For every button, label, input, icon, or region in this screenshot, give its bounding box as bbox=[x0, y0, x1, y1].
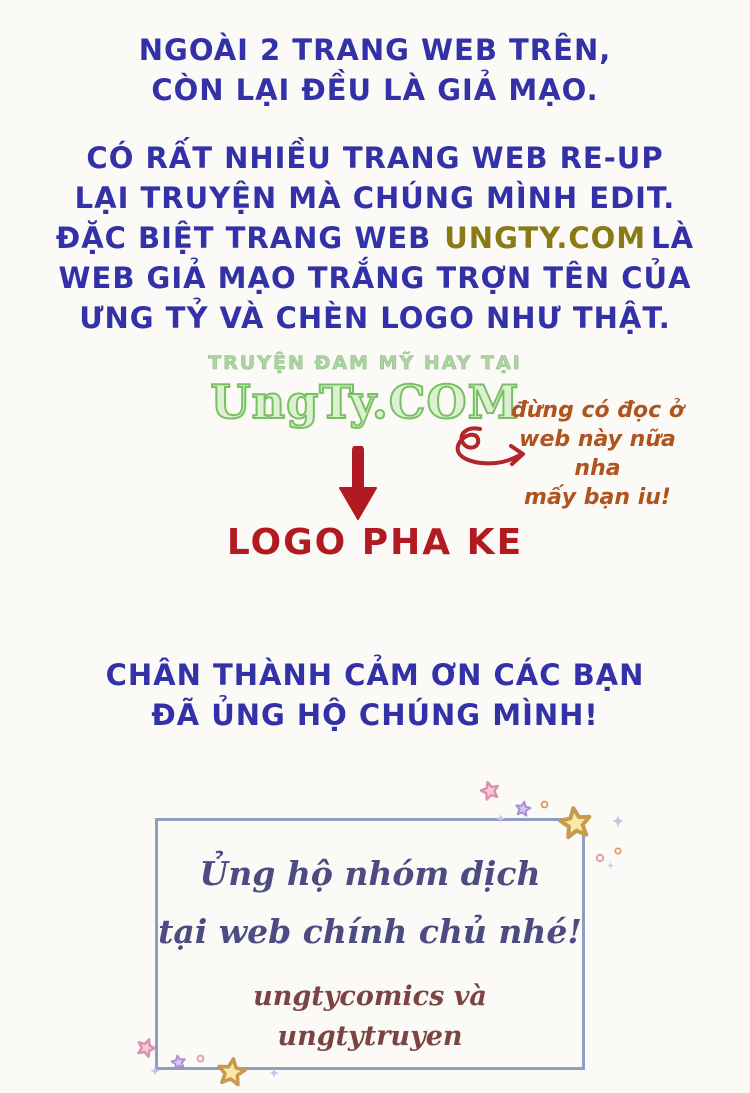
footer-box-line: tại web chính chủ nhé! bbox=[158, 912, 582, 951]
notice-main-line: ƯNG TỶ VÀ CHÈN LOGO NHƯ THẬT. bbox=[79, 301, 671, 335]
sparkle-icon bbox=[148, 1064, 162, 1078]
notice-main-line: LẠI TRUYỆN MÀ CHÚNG MÌNH EDIT. bbox=[74, 181, 676, 215]
sparkle-icon bbox=[605, 860, 616, 871]
sparkle-icon bbox=[494, 812, 507, 825]
star-icon bbox=[557, 805, 594, 842]
footer-box bbox=[155, 818, 585, 1070]
notice-main-line bbox=[0, 218, 750, 258]
thanks-note bbox=[0, 655, 750, 735]
fake-logo-label: LOGO PHA KE bbox=[226, 522, 524, 563]
star-icon bbox=[215, 1056, 248, 1089]
star-icon bbox=[135, 1037, 157, 1059]
sparkle-icon bbox=[267, 1066, 281, 1080]
footer-box-sites: ungtycomics và ungtytruyen bbox=[253, 981, 487, 1052]
fake-logo-site: UngTy.COM bbox=[210, 375, 520, 429]
dot-icon bbox=[195, 1053, 206, 1064]
notice-main bbox=[0, 138, 750, 338]
star-icon bbox=[514, 800, 532, 818]
footer-box-line: Ủng hộ nhóm dịch bbox=[199, 854, 541, 893]
handwritten-note bbox=[495, 396, 700, 512]
sparkle-icon bbox=[609, 812, 627, 830]
notice-top-line: NGOÀI 2 TRANG WEB TRÊN, bbox=[138, 33, 612, 67]
notice-main-line: WEB GIẢ MẠO TRẮNG TRỢN TÊN CỦA bbox=[58, 261, 692, 295]
fake-site-name: UNGTY.COM bbox=[444, 221, 647, 255]
handwritten-line: mấy bạn iu! bbox=[524, 485, 671, 510]
down-arrow-icon bbox=[336, 446, 380, 522]
fake-logo-tagline: TRUYỆN ĐAM MỸ HAY TẠI bbox=[208, 352, 522, 374]
notice-top bbox=[0, 30, 750, 110]
notice-top-line: CÒN LẠI ĐỀU LÀ GIẢ MẠO. bbox=[151, 73, 599, 107]
star-icon bbox=[479, 780, 501, 802]
notice-main-line3-suffix: LÀ bbox=[651, 221, 695, 255]
handwritten-line: web này nữa nha bbox=[519, 427, 676, 481]
notice-main-line3-prefix: ĐẶC BIỆT TRANG WEB bbox=[55, 221, 432, 255]
star-icon bbox=[170, 1054, 187, 1071]
notice-main-line: CÓ RẤT NHIỀU TRANG WEB RE-UP bbox=[86, 141, 664, 175]
handwritten-line: đừng có đọc ở bbox=[511, 398, 684, 423]
dot-icon bbox=[613, 846, 623, 856]
thanks-line: ĐÃ ỦNG HỘ CHÚNG MÌNH! bbox=[151, 698, 599, 732]
thanks-line: CHÂN THÀNH CẢM ƠN CÁC BẠN bbox=[105, 658, 645, 692]
dot-icon bbox=[539, 799, 550, 810]
